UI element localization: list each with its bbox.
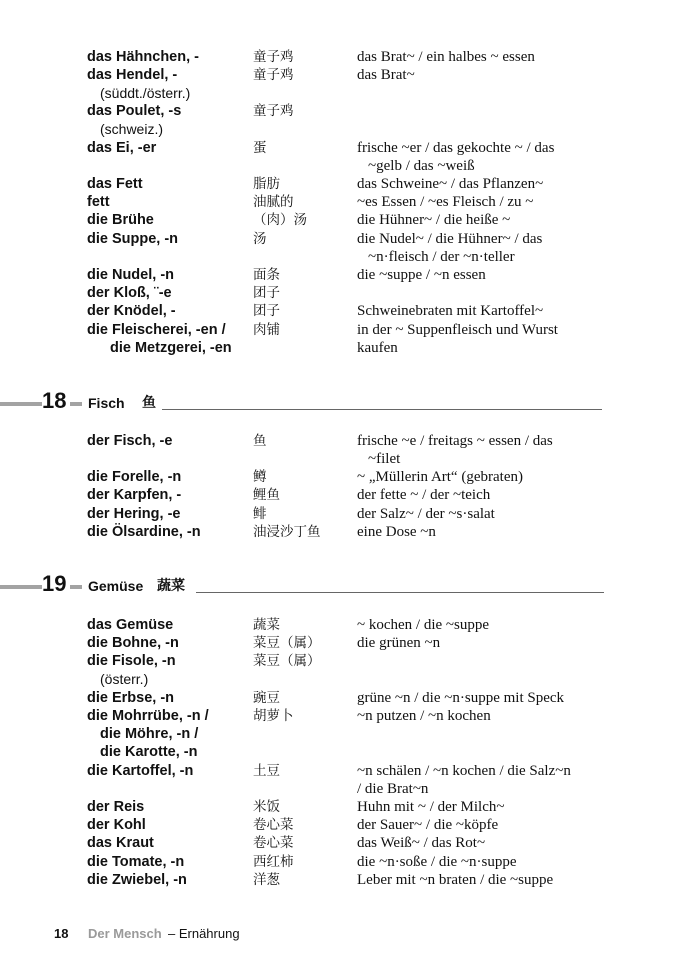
german-word: das Hendel, - bbox=[87, 67, 178, 83]
section-title-zh: 蔬菜 bbox=[157, 578, 185, 594]
german-word: die Suppe, -n bbox=[87, 231, 179, 247]
german-word: die Karotte, -n bbox=[100, 744, 198, 760]
entry-row bbox=[0, 120, 684, 139]
german-word: das Ei, -er bbox=[87, 140, 157, 156]
chinese-translation: 菜豆（属） bbox=[253, 653, 321, 669]
entry-row bbox=[0, 193, 684, 212]
chapter-title: Der Mensch bbox=[88, 926, 162, 941]
german-word: der Fisch, -e bbox=[87, 433, 173, 449]
german-word: die Tomate, -n bbox=[87, 854, 185, 870]
entry-row bbox=[0, 871, 684, 890]
section-title-zh: 鱼 bbox=[142, 395, 156, 411]
chinese-translation: 菜豆（属） bbox=[253, 635, 321, 651]
entry-row bbox=[0, 505, 684, 524]
entry-row bbox=[0, 339, 684, 358]
usage-example: Huhn mit ~ / der Milch~ bbox=[357, 799, 505, 815]
chinese-translation: 肉铺 bbox=[253, 322, 280, 338]
usage-example: ~ kochen / die ~suppe bbox=[357, 617, 490, 633]
german-word: das Gemüse bbox=[87, 617, 174, 633]
entry-row bbox=[0, 725, 684, 744]
usage-example: die grünen ~n bbox=[357, 635, 441, 651]
usage-example: das Brat~ / ein halbes ~ essen bbox=[357, 49, 535, 65]
german-word: die Zwiebel, -n bbox=[87, 872, 187, 888]
entry-row bbox=[0, 816, 684, 835]
usage-example: das Brat~ bbox=[357, 67, 415, 83]
chinese-translation: 土豆 bbox=[253, 763, 280, 779]
usage-example: die ~suppe / ~n essen bbox=[357, 267, 486, 283]
chinese-translation: （肉）汤 bbox=[253, 212, 307, 228]
entry-row bbox=[0, 102, 684, 121]
entry-row bbox=[0, 266, 684, 285]
usage-example: ~n schälen / ~n kochen / die Salz~n bbox=[357, 763, 571, 779]
usage-example: Leber mit ~n braten / die ~suppe bbox=[357, 872, 554, 888]
chinese-translation: 鲱 bbox=[253, 506, 267, 522]
chinese-translation: 西红柿 bbox=[253, 854, 294, 870]
german-word: das Fett bbox=[87, 176, 143, 192]
german-word: der Karpfen, - bbox=[87, 487, 182, 503]
section-title: Gemüse bbox=[88, 578, 144, 594]
german-word: der Kloß, ¨-e bbox=[87, 285, 172, 301]
german-word: die Bohne, -n bbox=[87, 635, 179, 651]
page-number: 18 bbox=[54, 926, 69, 941]
entry-row bbox=[0, 634, 684, 653]
page-footer bbox=[0, 925, 684, 945]
chinese-translation: 脂肪 bbox=[253, 176, 280, 192]
entry-row bbox=[0, 707, 684, 726]
entry-row bbox=[0, 157, 684, 176]
entry-row bbox=[0, 652, 684, 671]
entry-row bbox=[0, 450, 684, 469]
chinese-translation: 米饭 bbox=[253, 799, 280, 815]
chinese-translation: 鲤鱼 bbox=[253, 487, 280, 503]
region-note: (österr.) bbox=[100, 671, 149, 687]
german-word: das Poulet, -s bbox=[87, 103, 182, 119]
chinese-translation: 团子 bbox=[253, 285, 280, 301]
section-rule bbox=[196, 592, 604, 593]
entry-row bbox=[0, 175, 684, 194]
usage-example-continued: / die Brat~n bbox=[357, 781, 429, 797]
entry-row bbox=[0, 139, 684, 158]
usage-example: der Salz~ / der ~s·salat bbox=[357, 506, 495, 522]
entry-row bbox=[0, 853, 684, 872]
chinese-translation: 卷心菜 bbox=[253, 835, 294, 851]
entry-row bbox=[0, 84, 684, 103]
chinese-translation: 豌豆 bbox=[253, 690, 280, 706]
region-note: (schweiz.) bbox=[100, 121, 164, 137]
usage-example: der Sauer~ / die ~köpfe bbox=[357, 817, 499, 833]
german-word: die Fleischerei, -en / bbox=[87, 322, 226, 338]
usage-example: eine Dose ~n bbox=[357, 524, 436, 540]
usage-example: frische ~e / freitags ~ essen / das bbox=[357, 433, 553, 449]
german-word: das Hähnchen, - bbox=[87, 49, 199, 65]
german-word: die Brühe bbox=[87, 212, 154, 228]
chinese-translation: 童子鸡 bbox=[253, 49, 294, 65]
chinese-translation: 鱼 bbox=[253, 433, 267, 449]
chinese-translation: 油腻的 bbox=[253, 194, 294, 210]
german-word: der Knödel, - bbox=[87, 303, 176, 319]
chinese-translation: 卷心菜 bbox=[253, 817, 294, 833]
section-title: Fisch bbox=[88, 395, 125, 411]
usage-example: Schweinebraten mit Kartoffel~ bbox=[357, 303, 544, 319]
usage-example: frische ~er / das gekochte ~ / das bbox=[357, 140, 555, 156]
chinese-translation: 蔬菜 bbox=[253, 617, 280, 633]
german-word: die Metzgerei, -en bbox=[110, 340, 232, 356]
region-note: (süddt./österr.) bbox=[100, 85, 191, 101]
section-rule bbox=[162, 409, 602, 410]
german-word: die Erbse, -n bbox=[87, 690, 175, 706]
chinese-translation: 鳟 bbox=[253, 469, 267, 485]
entry-row bbox=[0, 798, 684, 817]
chinese-translation: 洋葱 bbox=[253, 872, 280, 888]
entry-row bbox=[0, 762, 684, 781]
usage-example: der fette ~ / der ~teich bbox=[357, 487, 491, 503]
entry-row bbox=[0, 468, 684, 487]
usage-example-continued: kaufen bbox=[357, 340, 398, 356]
chapter-subtitle: – Ernährung bbox=[168, 926, 240, 941]
entry-row bbox=[0, 211, 684, 230]
chinese-translation: 面条 bbox=[253, 267, 280, 283]
section-header-gemuese bbox=[0, 573, 684, 603]
german-word: die Nudel, -n bbox=[87, 267, 174, 283]
entry-row bbox=[0, 432, 684, 451]
german-word: die Mohrrübe, -n / bbox=[87, 708, 209, 724]
entry-row bbox=[0, 689, 684, 708]
entry-row bbox=[0, 321, 684, 340]
chinese-translation: 汤 bbox=[253, 231, 267, 247]
section-header-fisch bbox=[0, 390, 684, 420]
usage-example: ~es Essen / ~es Fleisch / zu ~ bbox=[357, 194, 534, 210]
german-word: die Fisole, -n bbox=[87, 653, 176, 669]
entry-row bbox=[0, 66, 684, 85]
entry-row bbox=[0, 230, 684, 249]
chinese-translation: 油浸沙丁鱼 bbox=[253, 524, 321, 540]
german-word: die Möhre, -n / bbox=[100, 726, 199, 742]
german-word: die Ölsardine, -n bbox=[87, 524, 201, 540]
entry-row bbox=[0, 302, 684, 321]
entry-row bbox=[0, 48, 684, 67]
usage-example-continued: ~filet bbox=[368, 451, 401, 467]
entry-row bbox=[0, 486, 684, 505]
usage-example: das Schweine~ / das Pflanzen~ bbox=[357, 176, 544, 192]
chinese-translation: 团子 bbox=[253, 303, 280, 319]
entry-row bbox=[0, 670, 684, 689]
usage-example-continued: ~n·fleisch / der ~n·teller bbox=[368, 249, 515, 265]
chinese-translation: 蛋 bbox=[253, 140, 267, 156]
section-number: 18 bbox=[42, 388, 70, 414]
chinese-translation: 童子鸡 bbox=[253, 103, 294, 119]
german-word: der Hering, -e bbox=[87, 506, 181, 522]
german-word: fett bbox=[87, 194, 110, 210]
entry-row bbox=[0, 248, 684, 267]
german-word: die Kartoffel, -n bbox=[87, 763, 194, 779]
usage-example: ~ „Müllerin Art“ (gebraten) bbox=[357, 469, 523, 485]
entry-row bbox=[0, 834, 684, 853]
section-number: 19 bbox=[42, 571, 70, 597]
usage-example: das Weiß~ / das Rot~ bbox=[357, 835, 486, 851]
usage-example: die Nudel~ / die Hühner~ / das bbox=[357, 231, 543, 247]
usage-example: in der ~ Suppenfleisch und Wurst bbox=[357, 322, 558, 338]
usage-example: die Hühner~ / die heiße ~ bbox=[357, 212, 511, 228]
usage-example-continued: ~gelb / das ~weiß bbox=[368, 158, 475, 174]
usage-example: ~n putzen / ~n kochen bbox=[357, 708, 491, 724]
german-word: der Reis bbox=[87, 799, 145, 815]
entry-row bbox=[0, 743, 684, 762]
chinese-translation: 童子鸡 bbox=[253, 67, 294, 83]
entry-row bbox=[0, 616, 684, 635]
german-word: die Forelle, -n bbox=[87, 469, 182, 485]
entry-row bbox=[0, 780, 684, 799]
german-word: das Kraut bbox=[87, 835, 154, 851]
usage-example: die ~n·soße / die ~n·suppe bbox=[357, 854, 517, 870]
german-word: der Kohl bbox=[87, 817, 146, 833]
chinese-translation: 胡萝卜 bbox=[253, 708, 294, 724]
entry-row bbox=[0, 523, 684, 542]
entry-row bbox=[0, 284, 684, 303]
usage-example: grüne ~n / die ~n·suppe mit Speck bbox=[357, 690, 565, 706]
